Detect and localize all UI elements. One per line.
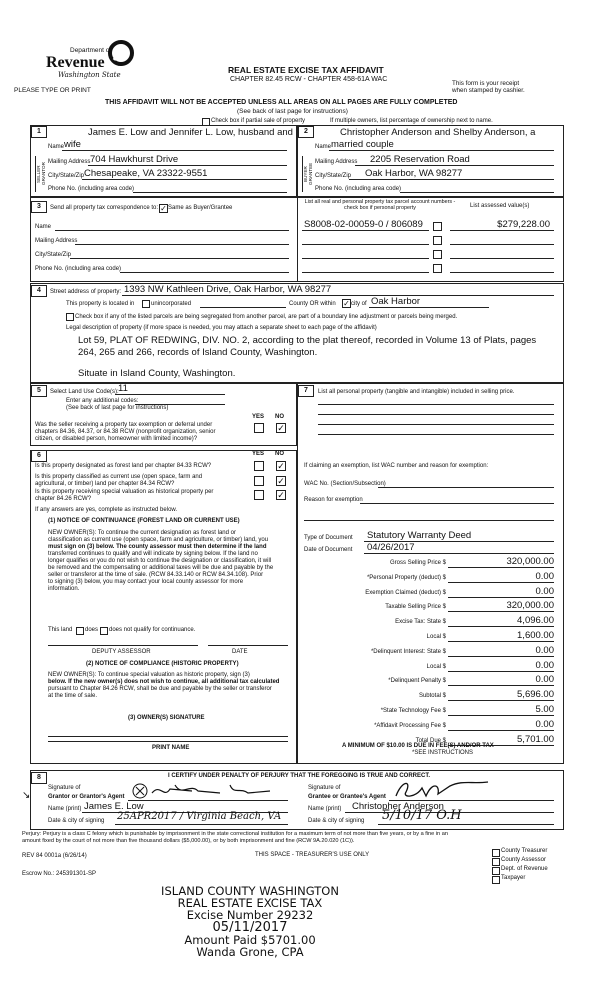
tax-row-value[interactable]: 320,000.00 [506, 556, 554, 567]
section-5-number: 5 [31, 385, 47, 397]
grantee-name-print[interactable]: Christopher Anderson [352, 801, 444, 812]
s6-if-yes: If any answers are yes, complete as instructed below. [35, 507, 178, 513]
grantor-sig-of: Signature of [48, 785, 81, 791]
s6-q1-no-checkbox[interactable]: ✓ [277, 461, 285, 471]
grantee-date-city-label: Date & city of signing [308, 818, 365, 824]
s5-q1-c: citizen, or disabled person, homeowner with limited income)? [35, 436, 198, 442]
parcel-number[interactable]: S8008-02-00059-0 / 806089 [304, 219, 423, 230]
s6-q3-no-checkbox[interactable]: ✓ [277, 490, 285, 500]
exemption-label: If claiming an exemption, list WAC number and reason for exemption: [304, 463, 489, 469]
this-land-label: This land [48, 627, 73, 633]
tax-row-value[interactable]: 0.00 [535, 660, 554, 671]
legal-description-label: Legal description of property (if more space is needed, you may attach a separate sheet to each page of the affidavit) [66, 325, 377, 331]
taxpayer-checkbox[interactable] [492, 876, 500, 884]
buyer-address-label: Mailing Address [315, 159, 358, 165]
unincorporated-label: unincorporated [151, 301, 192, 307]
doc-date-label: Date of Document [304, 547, 353, 553]
tax-row-label: Total Due $ [415, 738, 446, 744]
notice2-line: at the time of sale. [48, 693, 98, 699]
does-not-checkbox[interactable] [100, 627, 108, 635]
logo-dept: Department of [70, 47, 112, 54]
tax-row-value[interactable]: 0.00 [535, 719, 554, 730]
form-title: REAL ESTATE EXCISE TAX AFFIDAVIT [228, 65, 384, 75]
notice2-title: (2) NOTICE OF COMPLIANCE (HISTORIC PROPERTY) [86, 661, 239, 667]
notice2-body [48, 672, 279, 700]
buyer-city-label: City/State/Zip [315, 173, 352, 179]
tax-row-value[interactable]: 4,096.00 [517, 615, 554, 626]
dor-logo [44, 40, 134, 84]
additional-codes-label: Enter any additional codes: [66, 398, 139, 404]
tax-row-value[interactable]: 5,701.00 [517, 734, 554, 745]
tax-row-underline [448, 685, 554, 686]
segregated-checkbox[interactable] [66, 313, 74, 321]
notice2-line: below. If the new owner(s) does not wish to continue, all additional tax calculated [48, 679, 280, 685]
type-or-print: PLEASE TYPE OR PRINT [14, 87, 91, 94]
tax-row-underline [448, 626, 554, 627]
tax-row-label: *Affidavit Processing Fee $ [374, 723, 446, 729]
buyer-name-line1[interactable]: Christopher Anderson and Shelby Anderson, a [340, 127, 536, 138]
buyer-phone-label: Phone No. (including area code) [315, 186, 402, 192]
tax-row-underline [448, 656, 554, 657]
s6-q1: Is this property designated as forest land per chapter 84.33 RCW? [35, 463, 212, 469]
tax-row-underline [448, 730, 554, 731]
form-revision: REV 84 0001a (6/26/14) [22, 853, 87, 859]
section-2-number: 2 [298, 126, 314, 138]
tax-row-label: Exemption Claimed (deduct) $ [365, 590, 446, 596]
reason-label: Reason for exemption [304, 497, 363, 503]
tax-row-underline [448, 582, 554, 583]
tax-row-label: Gross Selling Price $ [389, 560, 446, 566]
grantor-agent-label: Grantor or Grantor's Agent [48, 794, 125, 800]
grantee-sig-of: Signature of [308, 785, 341, 791]
distribution-item: Dept. of Revenue [501, 866, 548, 872]
street-address-label: Street address of property: [50, 289, 122, 295]
buyer-city[interactable]: Oak Harbor, WA 98277 [365, 168, 463, 179]
tax-row-underline [448, 641, 554, 642]
s3-name-label: Name [35, 224, 52, 230]
s5-q1-a: Was the seller receiving a property tax exemption or deferral under [35, 422, 213, 428]
stamp-line: REAL ESTATE EXCISE TAX [177, 896, 323, 910]
land-use-label: Select Land Use Code(s): [50, 389, 119, 395]
s3-city-label: City/State/Zip [35, 252, 72, 258]
assessed-value[interactable]: $279,228.00 [497, 219, 550, 230]
deputy-date-label: DATE [232, 649, 248, 655]
s6-no-header: NO [275, 451, 284, 457]
tax-row-underline [448, 700, 554, 701]
stamp-line: Excise Number 29232 [186, 908, 314, 922]
notice1-line: to signing (3) below, you may contact your local county assessor for more [48, 579, 244, 585]
grantee-name-print-label: Name (print) [308, 806, 342, 812]
tax-row-underline [448, 715, 554, 716]
receipt-note-2: when stamped by cashier. [452, 87, 525, 94]
notice1-line: transferred continues to qualify and will indicate by signing below. If the land no [48, 551, 258, 557]
s5-q1-no-checkbox[interactable]: ✓ [277, 423, 285, 433]
tax-row-label: *Personal Property (deduct) $ [366, 575, 446, 581]
s6-q2-yes-checkbox[interactable] [254, 476, 264, 486]
tax-row-label: *State Technology Fee $ [380, 708, 446, 714]
land-use-code[interactable]: 11 [118, 383, 128, 394]
perjury-line-1: Perjury: Perjury is a class C felony which is punishable by imprisonment in the state correctional institution for a maximum term of not more than five years, or by a fine in an [22, 831, 448, 837]
assessed-value-label: List assessed value(s) [470, 203, 530, 209]
notice1-title: (1) NOTICE OF CONTINUANCE (FOREST LAND OR CURRENT USE) [48, 518, 240, 524]
certify-statement: I CERTIFY UNDER PENALTY OF PERJURY THAT THE FOREGOING IS TRUE AND CORRECT. [168, 773, 431, 779]
grantor-date-city-label: Date & city of signing [48, 818, 105, 824]
partial-sale-label: Check box if partial sale of property [211, 118, 306, 124]
list-parcels-label: List all real and personal property tax parcel account numbers - check box if personal property [304, 199, 456, 212]
s5-yes-header: YES [252, 414, 265, 420]
notice1-line: NEW OWNER(S): To continue the current designation as forest land or [48, 530, 236, 536]
notice1-line: information. [48, 586, 80, 592]
tax-row-label: Local $ [426, 634, 446, 640]
grantor-name-print[interactable]: James E. Low [84, 801, 144, 812]
tax-row-underline [448, 671, 554, 672]
tax-row-value[interactable]: 5,696.00 [517, 689, 554, 700]
grantor-name-print-label: Name (print) [48, 806, 82, 812]
legal-line-3[interactable]: Situate in Island County, Washington. [78, 368, 236, 379]
personal-property-checkbox-2[interactable] [433, 236, 442, 245]
seller-name-label: Name [48, 144, 65, 150]
city-of-label: city of [351, 301, 367, 307]
s5-no-header: NO [275, 414, 284, 420]
buyer-side-label: BUYER GRANTEE [302, 156, 312, 192]
s6-q3-yes-checkbox[interactable] [254, 490, 264, 500]
section-4-number: 4 [31, 285, 47, 297]
s5-q1-b: chapters 84.36, 84.37, or 84.38 RCW (nonprofit organization, senior [35, 429, 216, 435]
notice1-line: seller or transferor at the time of sale. (RCW 84.33.140 or RCW 84.34.108). Prior [48, 572, 264, 578]
send-correspondence-label: Send all property tax correspondence to: [50, 205, 159, 211]
tax-row-value[interactable]: 0.00 [535, 674, 554, 685]
does-not-label: does not qualify for continuance. [109, 627, 196, 633]
tax-row-value[interactable]: 0.00 [535, 571, 554, 582]
section-7-number: 7 [298, 385, 314, 397]
notice1-line: classification as current use (open space, farm and agriculture, or timber) land, you [48, 537, 269, 543]
s6-q2-b: agricultural, or timber) land per chapter 84.34 RCW? [35, 481, 175, 487]
print-name-label: PRINT NAME [152, 745, 190, 751]
s3-phone-label: Phone No. (including area code) [35, 266, 122, 272]
tax-row-underline [448, 567, 554, 568]
section-6-number: 6 [31, 450, 47, 462]
multiple-owners-note: If multiple owners, list percentage of ownership next to name. [330, 118, 493, 124]
notice2-line: NEW OWNER(S): To continue special valuation as historic property, sign (3) [48, 672, 250, 678]
tax-row-label: Taxable Selling Price $ [385, 604, 446, 610]
seller-address[interactable]: 704 Hawkhurst Drive [90, 154, 179, 165]
personal-property-checkbox-3[interactable] [433, 250, 442, 259]
s6-yes-header: YES [252, 451, 265, 457]
grantor-date-city[interactable]: 25APR2017 / Virginia Beach, VA [117, 811, 282, 822]
section-8-number: 8 [31, 772, 47, 784]
tax-row-underline [448, 611, 554, 612]
section-1-number: 1 [31, 126, 47, 138]
notice1-line: must sign on (3) below. The county assessor must then determine if the land [48, 544, 267, 550]
tax-row-underline [448, 597, 554, 598]
warning-text: THIS AFFIDAVIT WILL NOT BE ACCEPTED UNLESS ALL AREAS ON ALL PAGES ARE FULLY COMPLETED [105, 99, 458, 106]
tax-row-value[interactable]: 5.00 [535, 704, 554, 715]
grantor-signature[interactable] [130, 779, 280, 801]
s3-address-label: Mailing Address [35, 238, 78, 244]
personal-property-checkbox-4[interactable] [433, 264, 442, 273]
tax-row-value[interactable]: 320,000.00 [506, 600, 554, 611]
does-label: does [85, 627, 99, 633]
stamp-line: Amount Paid $5701.00 [184, 933, 316, 947]
seller-address-label: Mailing Address [48, 159, 91, 165]
s6-q2-a: Is this property classified as current use (open space, farm and [35, 474, 203, 480]
personal-property-checkbox-1[interactable] [433, 222, 442, 231]
stamp-line: 05/11/2017 [212, 920, 288, 935]
sign-here-arrow-icon: ↘ [22, 790, 31, 801]
legal-line-1[interactable]: Lot 59, PLAT OF REDWING, DIV. NO. 2, according to the plat thereof, recorded in Volume 13 of Plats, pages [78, 335, 537, 346]
form-chapter: CHAPTER 82.45 RCW - CHAPTER 458-61A WAC [230, 76, 388, 83]
see-instructions-note: *SEE INSTRUCTIONS [412, 750, 474, 756]
s5-q1-yes-checkbox[interactable] [254, 423, 264, 433]
personal-property-label: List all personal property (tangible and intangible) included in selling price. [318, 389, 515, 395]
s6-q3-a: Is this property receiving special valuation as historical property per [35, 489, 214, 495]
notice1-line: be removed and the compensating or additional taxes will be due and payable by the [48, 565, 274, 571]
county-assessor-checkbox[interactable] [492, 858, 500, 866]
section-3-number: 3 [31, 201, 47, 213]
distribution-item: County Assessor [501, 857, 547, 863]
seller-city[interactable]: Chesapeake, VA 23322-9551 [84, 168, 208, 179]
same-as-buyer-checkbox[interactable]: ✓ [160, 204, 167, 213]
county-or-within-label: County OR within [289, 301, 336, 307]
segregated-label: Check box if any of the listed parcels are being segregated from another parcel, are part of a boundary line adjustment or parcels being merged. [75, 314, 458, 320]
logo-state: Washington State [58, 71, 121, 79]
buyer-name-label: Name [315, 144, 332, 150]
grantee-agent-label: Grantee or Grantee's Agent [308, 794, 386, 800]
dept-of-revenue-checkbox[interactable] [492, 867, 500, 875]
notice1-body [48, 530, 273, 593]
city-of-checkbox[interactable]: ✓ [343, 299, 350, 308]
distribution-item: County Treasurer [501, 848, 548, 854]
tax-row-value[interactable]: 0.00 [535, 586, 554, 597]
tax-row-label: Subtotal $ [418, 693, 446, 699]
property-city[interactable]: Oak Harbor [371, 296, 421, 307]
buyer-address[interactable]: 2205 Reservation Road [370, 154, 470, 165]
see-back-note: (See back of last page for instructions) [237, 108, 348, 115]
logo-name: Revenue [46, 54, 105, 71]
tax-row-value[interactable]: 0.00 [535, 645, 554, 656]
owner-signature-label: (3) OWNER(S) SIGNATURE [128, 715, 205, 721]
distribution-item: Taxpayer [501, 875, 526, 881]
doc-date[interactable]: 04/26/2017 [367, 542, 415, 553]
s6-q3-b: chapter 84.26 RCW? [35, 496, 92, 502]
does-checkbox[interactable] [76, 627, 84, 635]
property-street[interactable]: 1393 NW Kathleen Drive, Oak Harbor, WA 98277 [124, 284, 332, 295]
same-as-buyer-label: Same as Buyer/Grantee [168, 205, 233, 211]
notice2-line: pursuant to Chapter 84.26 RCW, shall be due and payable by the seller or transferor [48, 686, 272, 692]
wac-label: WAC No. (Section/Subsection) [304, 481, 386, 487]
tax-row-value[interactable]: 1,600.00 [517, 630, 554, 641]
perjury-line-2: amount fixed by the court of not more than five thousand dollars ($5,000.00), or by both imprisonment and fine (RCW 9A.20.020 (1C)). [22, 838, 355, 844]
receipt-note-1: This form is your receipt [452, 80, 520, 87]
grantee-signature[interactable] [392, 778, 502, 802]
dor-logo-icon [108, 40, 134, 66]
tax-row-label: *Delinquent Penalty $ [388, 678, 446, 684]
seller-phone-label: Phone No. (including area code) [48, 186, 135, 192]
s6-q2-no-checkbox[interactable]: ✓ [277, 476, 285, 486]
seller-name-line2[interactable]: wife [64, 139, 81, 150]
located-in-label: This property is located in [66, 301, 135, 307]
grantee-date-city[interactable]: 5/10/17 O.H [382, 808, 462, 823]
escrow-number: Escrow No.: 245391301-SP [22, 871, 97, 877]
seller-name-line1[interactable]: James E. Low and Jennifer L. Low, husband and [88, 127, 293, 138]
treasurer-space-label: THIS SPACE - TREASURER'S USE ONLY [255, 852, 370, 858]
seller-city-label: City/State/Zip [48, 173, 85, 179]
doc-type-label: Type of Document [304, 535, 353, 541]
deputy-assessor-label: DEPUTY ASSESSOR [92, 649, 151, 655]
unincorporated-checkbox[interactable] [142, 300, 150, 308]
legal-line-2[interactable]: 264, 265 and 266, records of Island County, Washington. [78, 347, 318, 358]
land-use-see-back: (See back of last page for instructions) [66, 405, 169, 411]
stamp-line: ISLAND COUNTY WASHINGTON [161, 884, 339, 898]
tax-row-label: *Delinquent Interest: State $ [370, 649, 446, 655]
stamp-line: Wanda Grone, CPA [196, 945, 304, 959]
doc-type[interactable]: Statutory Warranty Deed [367, 530, 472, 541]
minimum-fee-note: A MINIMUM OF $10.00 IS DUE IN FEE(S) AND/OR TAX [342, 743, 494, 749]
seller-side-label: SELLER GRANTOR [35, 156, 45, 192]
tax-row-label: Local $ [426, 664, 446, 670]
buyer-name-line2[interactable]: married couple [331, 139, 394, 150]
county-treasurer-checkbox[interactable] [492, 849, 500, 857]
notice1-line: longer qualifies or you do not wish to continue the designation or classification, it will [48, 558, 272, 564]
s6-q1-yes-checkbox[interactable] [254, 461, 264, 471]
treasurer-stamp [150, 885, 350, 958]
tax-row-label: Excise Tax: State $ [395, 619, 446, 625]
